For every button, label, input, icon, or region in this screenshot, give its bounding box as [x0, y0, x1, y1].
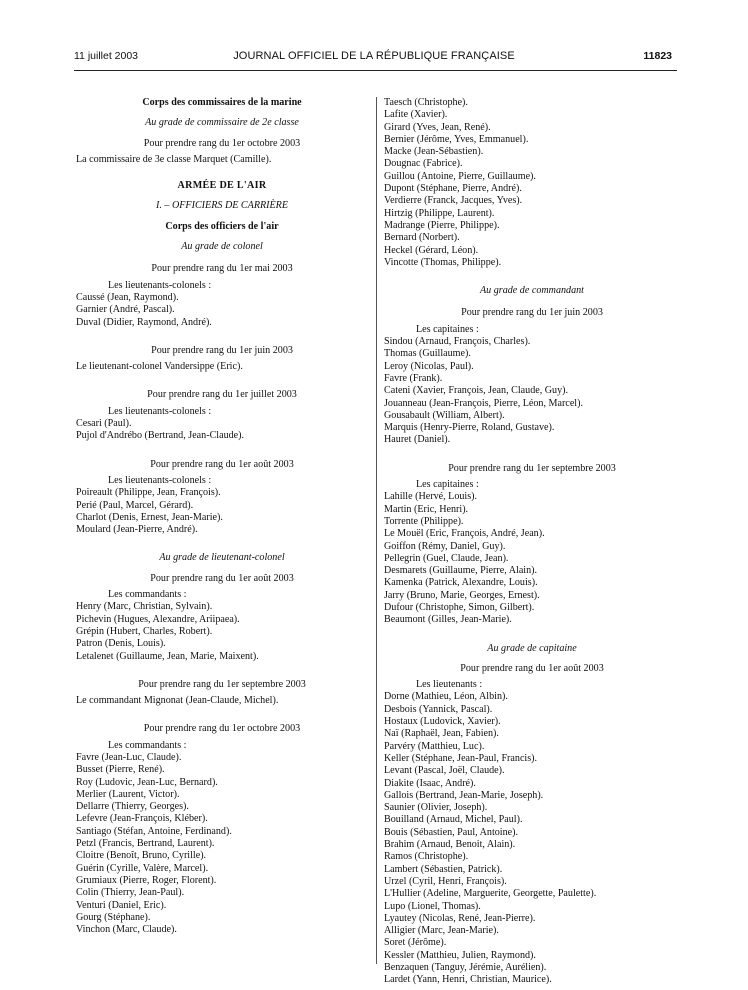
list-item: Saunier (Olivier, Joseph).	[384, 802, 488, 814]
list-item: Desbois (Yannick, Pascal).	[384, 703, 493, 715]
list-item: Bouis (Sébastien, Paul, Antoine).	[384, 826, 519, 838]
name-list	[76, 752, 368, 936]
list-item: Beaumont (Gilles, Jean-Marie).	[384, 614, 512, 626]
list-item: Dougnac (Fabrice).	[384, 158, 463, 170]
list-item: Brahim (Arnaud, Benoit, Alain).	[384, 839, 516, 851]
list-item: Alligier (Marc, Jean-Marie).	[384, 925, 499, 937]
promotion-entry: Le commandant Mignonat (Jean-Claude, Michel).	[76, 695, 279, 707]
list-item: Vincotte (Thomas, Philippe).	[384, 256, 502, 268]
list-item: Martin (Eric, Henri).	[384, 503, 469, 515]
list-item: Gallois (Bertrand, Jean-Marie, Joseph).	[384, 789, 544, 801]
list-item: Lafite (Xavier).	[384, 109, 448, 121]
list-item: Petzl (Francis, Bertrand, Laurent).	[76, 838, 215, 850]
list-item: Guillou (Antoine, Pierre, Guillaume).	[384, 170, 536, 182]
rank-date: Pour prendre rang du 1er juin 2003	[151, 344, 293, 356]
name-list	[76, 418, 368, 443]
list-item: Parvéry (Matthieu, Luc).	[384, 740, 485, 752]
list-item: Bernier (Jérôme, Yves, Emmanuel).	[384, 133, 529, 145]
list-item: Verdierre (Franck, Jacques, Yves).	[384, 195, 523, 207]
list-item: Venturi (Daniel, Eric).	[76, 899, 167, 911]
list-item: Lupo (Lionel, Thomas).	[384, 900, 481, 912]
page-number: 11823	[643, 50, 672, 62]
list-item: Lardet (Yann, Henri, Christian, Maurice).	[384, 974, 552, 986]
list-item: Urzel (Cyril, Henri, François).	[384, 875, 507, 887]
list-item: Bernard (Norbert).	[384, 232, 460, 244]
list-item: Gousabault (William, Albert).	[384, 409, 505, 421]
list-item: Marquis (Henry-Pierre, Roland, Gustave).	[384, 422, 555, 434]
list-item: Lefevre (Jean-François, Kléber).	[76, 813, 208, 825]
list-item: Thomas (Guillaume).	[384, 348, 471, 360]
group-label: Les lieutenants :	[416, 679, 483, 691]
list-item: Keller (Stéphane, Jean-Paul, Francis).	[384, 752, 538, 764]
list-item: Garnier (André, Pascal).	[76, 304, 175, 316]
list-item: Kessler (Matthieu, Julien, Raymond).	[384, 949, 536, 961]
name-list	[76, 487, 368, 536]
list-item: Poireault (Philippe, Jean, François).	[76, 487, 221, 499]
list-item: Bouilland (Arnaud, Michel, Paul).	[384, 814, 523, 826]
list-item: Vinchon (Marc, Claude).	[76, 924, 177, 936]
section-heading: Corps des officiers de l'air	[165, 220, 279, 232]
list-item: Gourg (Stéphane).	[76, 911, 151, 923]
list-item: Sindou (Arnaud, François, Charles).	[384, 336, 531, 348]
rank-date: Pour prendre rang du 1er septembre 2003	[138, 678, 306, 690]
list-item: Favre (Jean-Luc, Claude).	[76, 751, 182, 763]
list-item: Girard (Yves, Jean, René).	[384, 121, 491, 133]
subsection-heading: I. – OFFICIERS DE CARRIÈRE	[155, 200, 289, 212]
list-item: Moulard (Jean-Pierre, André).	[76, 524, 198, 536]
list-item: Heckel (Gérard, Léon).	[384, 244, 479, 256]
grade-heading: Au grade de capitaine	[487, 642, 577, 654]
rank-date: Pour prendre rang du 1er octobre 2003	[143, 723, 301, 735]
list-item: Naï (Raphaël, Jean, Fabien).	[384, 728, 499, 740]
list-item: Pujol d'Andrébo (Bertrand, Jean-Claude).	[76, 430, 245, 442]
section-heading: Corps des commissaires de la marine	[142, 97, 302, 108]
list-item: Grépin (Hubert, Charles, Robert).	[76, 625, 213, 637]
name-list	[384, 97, 680, 269]
right-column	[384, 97, 680, 987]
list-item: Pellegrin (Guel, Claude, Jean).	[384, 552, 509, 564]
list-item: Torrente (Philippe).	[384, 515, 464, 527]
list-item: Jarry (Bruno, Marie, Georges, Ernest).	[384, 589, 540, 601]
list-item: Dorne (Mathieu, Léon, Albin).	[384, 691, 508, 703]
list-item: Lyautey (Nicolas, René, Jean-Pierre).	[384, 912, 536, 924]
list-item: Merlier (Laurent, Victor).	[76, 788, 180, 800]
list-item: Benzaquen (Tanguy, Jérémie, Aurélien).	[384, 962, 547, 973]
list-item: Le Mouël (Eric, François, André, Jean).	[384, 528, 545, 540]
list-item: Dellarre (Thierry, Georges).	[76, 801, 189, 813]
list-item: Favre (Frank).	[384, 372, 443, 384]
list-item: Madrange (Pierre, Philippe).	[384, 219, 500, 231]
list-item: Santiago (Stéfan, Antoine, Ferdinand).	[76, 825, 232, 837]
group-label: Les capitaines :	[416, 323, 479, 335]
list-item: Dupont (Stéphane, Pierre, André).	[384, 183, 522, 195]
list-item: Goiffon (Rémy, Daniel, Guy).	[384, 540, 506, 552]
name-list	[384, 691, 680, 986]
name-list	[384, 336, 680, 447]
list-item: Guérin (Cyrille, Valère, Marcel).	[76, 862, 209, 874]
left-column	[76, 97, 368, 936]
list-item: Diakite (Isaac, André).	[384, 777, 476, 789]
list-item: Hostaux (Ludovick, Xavier).	[384, 716, 501, 728]
column-separator	[376, 97, 377, 964]
group-label: Les lieutenants-colonels :	[108, 279, 212, 291]
header-date: 11 juillet 2003	[74, 50, 139, 62]
header-rule	[74, 70, 677, 71]
list-item: Dufour (Christophe, Simon, Gilbert).	[384, 601, 535, 613]
list-item: Jouanneau (Jean-François, Pierre, Léon, Marcel).	[384, 397, 583, 409]
list-item: Cloitre (Benoît, Bruno, Cyrille).	[76, 850, 207, 862]
list-item: Lambert (Sébastien, Patrick).	[384, 863, 503, 875]
group-label: Les commandants :	[108, 589, 187, 601]
group-label: Les lieutenants-colonels :	[108, 405, 212, 417]
group-label: Les lieutenants-colonels :	[108, 474, 212, 486]
grade-heading: Au grade de colonel	[181, 241, 263, 253]
list-item: Colin (Thierry, Jean-Paul).	[76, 887, 185, 899]
list-item: Charlot (Denis, Ernest, Jean-Marie).	[76, 511, 223, 523]
list-item: Hirtzig (Philippe, Laurent).	[384, 207, 495, 219]
section-heading: ARMÉE DE L'AIR	[177, 180, 267, 192]
grade-heading: Au grade de commissaire de 2e classe	[145, 117, 299, 129]
list-item: Kamenka (Patrick, Alexandre, Louis).	[384, 577, 538, 589]
list-item: Pichevin (Hugues, Alexandre, Ariipaea).	[76, 613, 240, 625]
list-item: Leroy (Nicolas, Paul).	[384, 360, 474, 372]
name-list	[76, 292, 368, 329]
list-item: Roy (Ludovic, Jean-Luc, Bernard).	[76, 776, 218, 788]
list-item: Desmarets (Guillaume, Pierre, Alain).	[384, 565, 538, 577]
promotion-entry: La commissaire de 3e classe Marquet (Camille).	[76, 153, 272, 165]
list-item: Patron (Denis, Louis).	[76, 638, 166, 650]
list-item: Perié (Paul, Marcel, Gérard).	[76, 499, 194, 511]
list-item: Busset (Pierre, René).	[76, 764, 165, 776]
rank-date: Pour prendre rang du 1er juin 2003	[461, 307, 603, 319]
header-title: JOURNAL OFFICIEL DE LA RÉPUBLIQUE FRANÇAISE	[233, 50, 515, 62]
list-item: Cateni (Xavier, François, Jean, Claude, Guy).	[384, 385, 569, 397]
group-label: Les capitaines :	[416, 479, 479, 491]
list-item: Macke (Jean-Sébastien).	[384, 146, 484, 158]
list-item: Soret (Jérôme).	[384, 937, 447, 949]
name-list	[76, 601, 368, 662]
rank-date: Pour prendre rang du 1er août 2003	[150, 572, 294, 584]
rank-date: Pour prendre rang du 1er octobre 2003	[143, 137, 301, 149]
list-item: Levant (Pascal, Joël, Claude).	[384, 765, 505, 777]
list-item: Lahille (Hervé, Louis).	[384, 491, 478, 503]
list-item: Caussé (Jean, Raymond).	[76, 291, 179, 303]
grade-heading: Au grade de commandant	[479, 285, 584, 297]
grade-heading: Au grade de lieutenant-colonel	[159, 552, 285, 564]
rank-date: Pour prendre rang du 1er juillet 2003	[147, 389, 297, 401]
list-item: Henry (Marc, Christian, Sylvain).	[76, 601, 213, 613]
promotion-entry: Le lieutenant-colonel Vandersippe (Eric).	[76, 361, 243, 373]
list-item: Hauret (Daniel).	[384, 434, 451, 446]
group-label: Les commandants :	[108, 739, 187, 751]
rank-date: Pour prendre rang du 1er août 2003	[460, 662, 604, 674]
list-item: Ramos (Christophe).	[384, 851, 469, 863]
list-item: Duval (Didier, Raymond, André).	[76, 316, 212, 328]
rank-date: Pour prendre rang du 1er mai 2003	[151, 263, 293, 275]
name-list	[384, 491, 680, 626]
rank-date: Pour prendre rang du 1er septembre 2003	[448, 462, 616, 474]
list-item: Taesch (Christophe).	[384, 97, 468, 108]
list-item: Cesari (Paul).	[76, 418, 132, 430]
list-item: Letalenet (Guillaume, Jean, Marie, Maixent).	[76, 650, 259, 662]
list-item: Grumiaux (Pierre, Roger, Florent).	[76, 874, 217, 886]
list-item: L'Hullier (Adeline, Marguerite, Georgette, Paulette).	[384, 888, 597, 900]
rank-date: Pour prendre rang du 1er août 2003	[150, 458, 294, 470]
